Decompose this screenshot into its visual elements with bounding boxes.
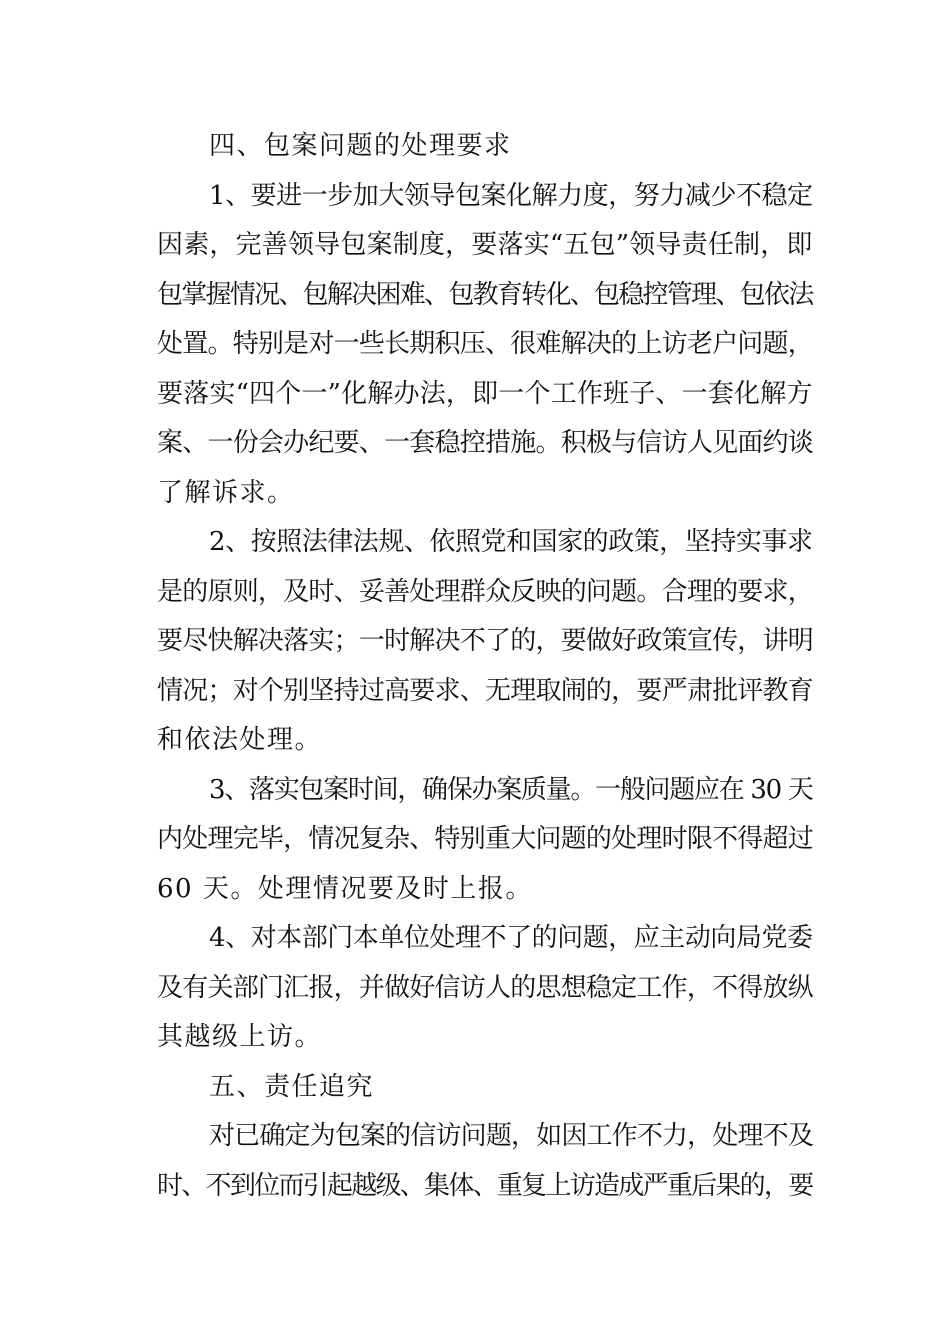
paragraph-line: 情况；对个别坚持过高要求、无理取闹的，要严肃批评教育 [157, 675, 814, 706]
paragraph-line: 处置。特别是对一些长期积压、很难解决的上访老户问题， [157, 329, 814, 359]
paragraph-line: 1、要进一步加大领导包案化解力度，努力减少不稳定 [209, 180, 813, 211]
section-heading-4: 四、包案问题的处理要求 [209, 131, 512, 161]
paragraph-line: 60 天。处理情况要及时上报。 [157, 873, 533, 904]
paragraph-line: 4、对本部门本单位处理不了的问题，应主动向局党委 [209, 923, 813, 953]
paragraph-line: 和依法处理。 [157, 725, 323, 755]
paragraph-line: 了解诉求。 [157, 477, 295, 508]
paragraph-line: 要尽快解决落实；一时解决不了的，要做好政策宣传，讲明 [157, 626, 814, 656]
paragraph-line: 包掌握情况、包解决困难、包教育转化、包稳控管理、包依法 [157, 279, 813, 310]
paragraph-line: 要落实“四个一”化解办法，即一个工作班子、一套化解方 [157, 378, 813, 409]
paragraph-line: 对已确定为包案的信访问题，如因工作不力，处理不及 [209, 1121, 814, 1151]
paragraph-line: 时、不到位而引起越级、集体、重复上访造成严重后果的，要 [157, 1170, 813, 1201]
paragraph-line: 其越级上访。 [157, 1022, 323, 1052]
paragraph-line: 2、按照法律法规、依照党和国家的政策，坚持实事求 [209, 527, 813, 557]
paragraph-line: 3、落实包案时间，确保办案质量。一般问题应在 30 天 [209, 774, 813, 805]
paragraph-line: 内处理完毕，情况复杂、特别重大问题的处理时限不得超过 [157, 824, 814, 854]
paragraph-line: 及有关部门汇报，并做好信访人的思想稳定工作，不得放纵 [157, 972, 814, 1003]
paragraph-line: 是的原则，及时、妥善处理群众反映的问题。合理的要求， [157, 576, 814, 607]
paragraph-line: 因素，完善领导包案制度，要落实“五包”领导责任制，即 [157, 230, 813, 260]
document-body [157, 122, 813, 1211]
section-heading-5: 五、责任追究 [209, 1071, 375, 1102]
paragraph-line: 案、一份会办纪要、一套稳控措施。积极与信访人见面约谈 [157, 428, 814, 458]
